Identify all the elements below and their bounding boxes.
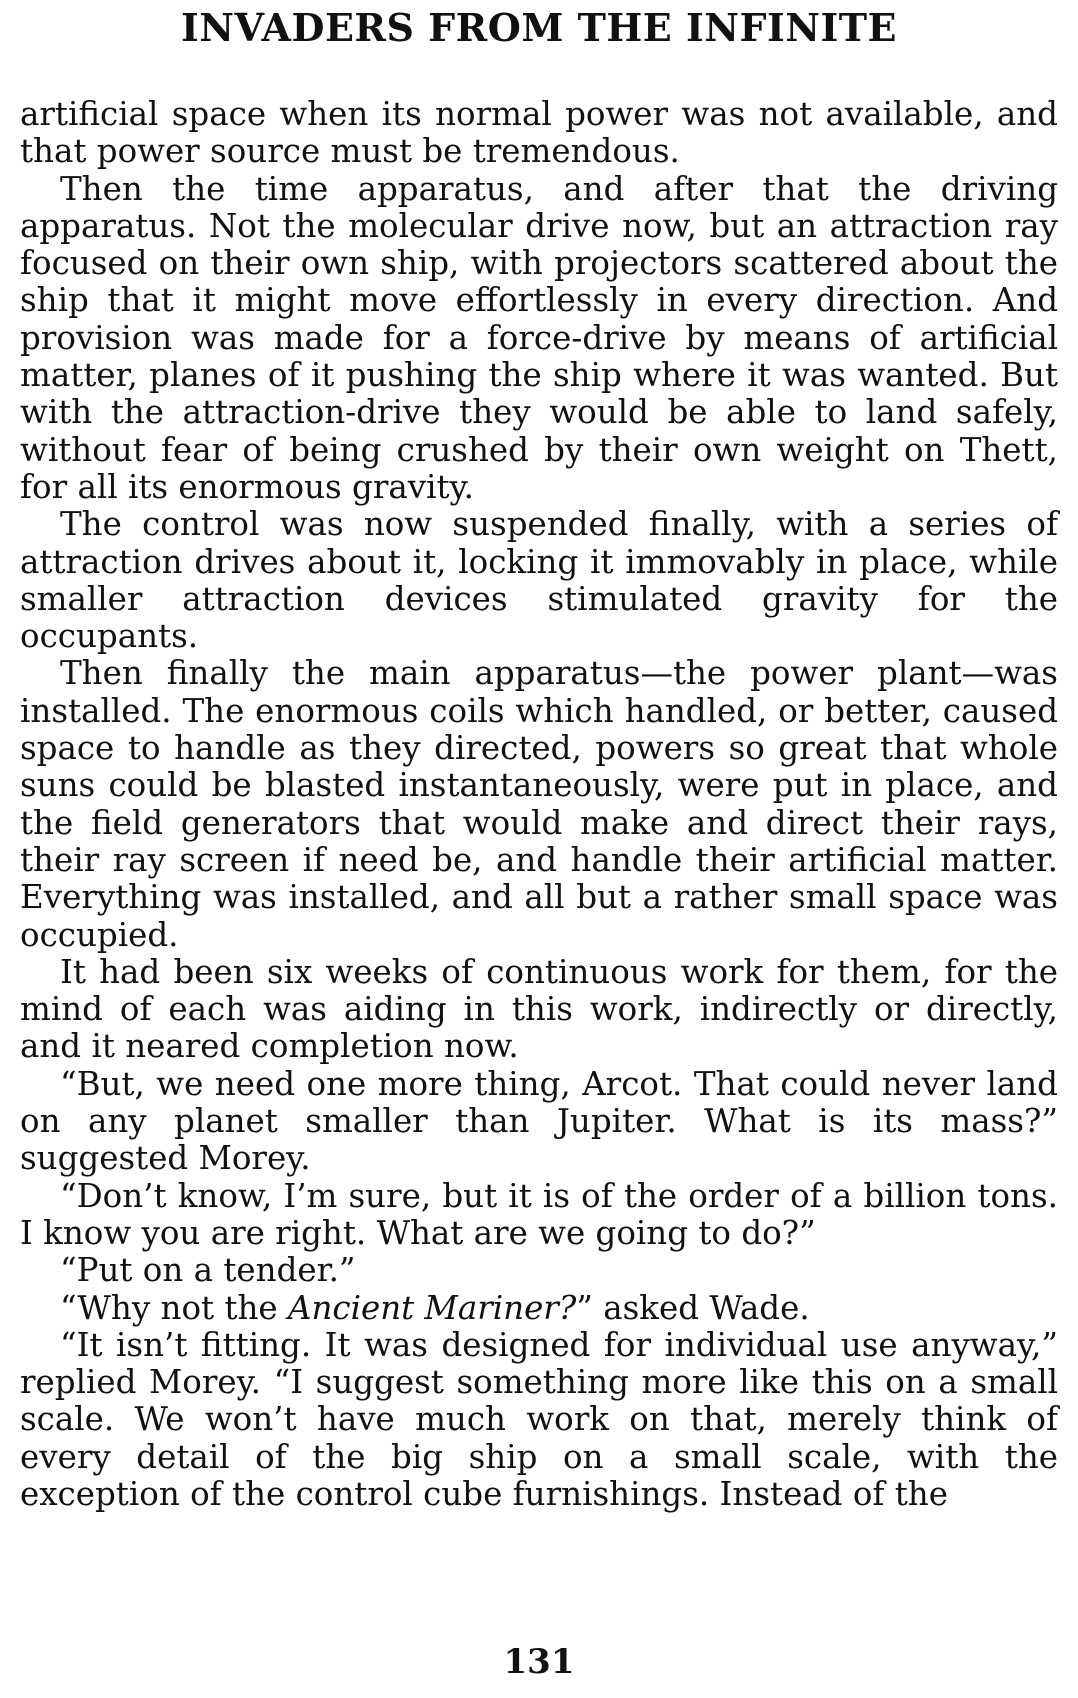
- text-run: ” asked Wade.: [576, 1288, 810, 1327]
- text-run: Then finally the main apparatus—the power plant—was installed. The enormous coils which handled, or better, caused space to handle as they directed, powers so great that whole suns could be blasted instantaneously, were put in place, and the field generators that would make and direct their rays, their ray screen if need be, and handle their artificial matter. Everything was installed, and all but a rather small space was occupied.: [20, 654, 1058, 954]
- text-run: “Put on a tender.”: [60, 1251, 356, 1290]
- text-run: It had been six weeks of continuous work for them, for the mind of each was aiding in this work, indirectly or directly, and it neared completion now.: [20, 952, 1058, 1066]
- paragraph: [20, 655, 1058, 953]
- paragraph: [20, 171, 1058, 507]
- paragraph: [20, 1178, 1058, 1253]
- text-run: “Don’t know, I’m sure, but it is of the order of a billion tons. I know you are right. What are we going to do?”: [20, 1176, 1058, 1252]
- text-run: “It isn’t fitting. It was designed for individual use anyway,” replied Morey. “I suggest something more like this on a small scale. We won’t have much work on that, merely think of every detail of the big ship on a small scale, with the exception of the control cube furnishings. Instead of the: [20, 1325, 1058, 1513]
- paragraph: [20, 96, 1058, 171]
- italic-title: Ancient Mariner?: [288, 1288, 577, 1327]
- body-text: [20, 96, 1058, 1513]
- paragraph: [20, 1290, 1058, 1327]
- running-head: INVADERS FROM THE INFINITE: [180, 5, 898, 50]
- paragraph: [20, 1252, 1058, 1289]
- paragraph: [20, 1327, 1058, 1513]
- paragraph: [20, 1066, 1058, 1178]
- page-number: 131: [503, 1642, 575, 1682]
- paragraph: [20, 954, 1058, 1066]
- text-run: Then the time apparatus, and after that the driving apparatus. Not the molecular drive now, but an attraction ray focused on their own ship, with projectors scattered about the ship that it might move effortlessly in every direction. And provision was made for a force-drive by means of artificial matter, planes of it pushing the ship where it was wanted. But with the attraction-drive they would be able to land safely, without fear of being crushed by their own weight on Thett, for all its enormous gravity.: [20, 169, 1058, 506]
- text-run: “Why not the: [60, 1288, 288, 1327]
- paragraph: [20, 506, 1058, 655]
- text-run: “But, we need one more thing, Arcot. That could never land on any planet smaller than Jupiter. What is its mass?” suggested Morey.: [20, 1064, 1058, 1178]
- text-run: artificial space when its normal power was not available, and that power source must be tremendous.: [20, 95, 1058, 171]
- text-run: The control was now suspended finally, with a series of attraction drives about it, locking it immovably in place, while smaller attraction devices stimulated gravity for the occupants.: [20, 505, 1058, 656]
